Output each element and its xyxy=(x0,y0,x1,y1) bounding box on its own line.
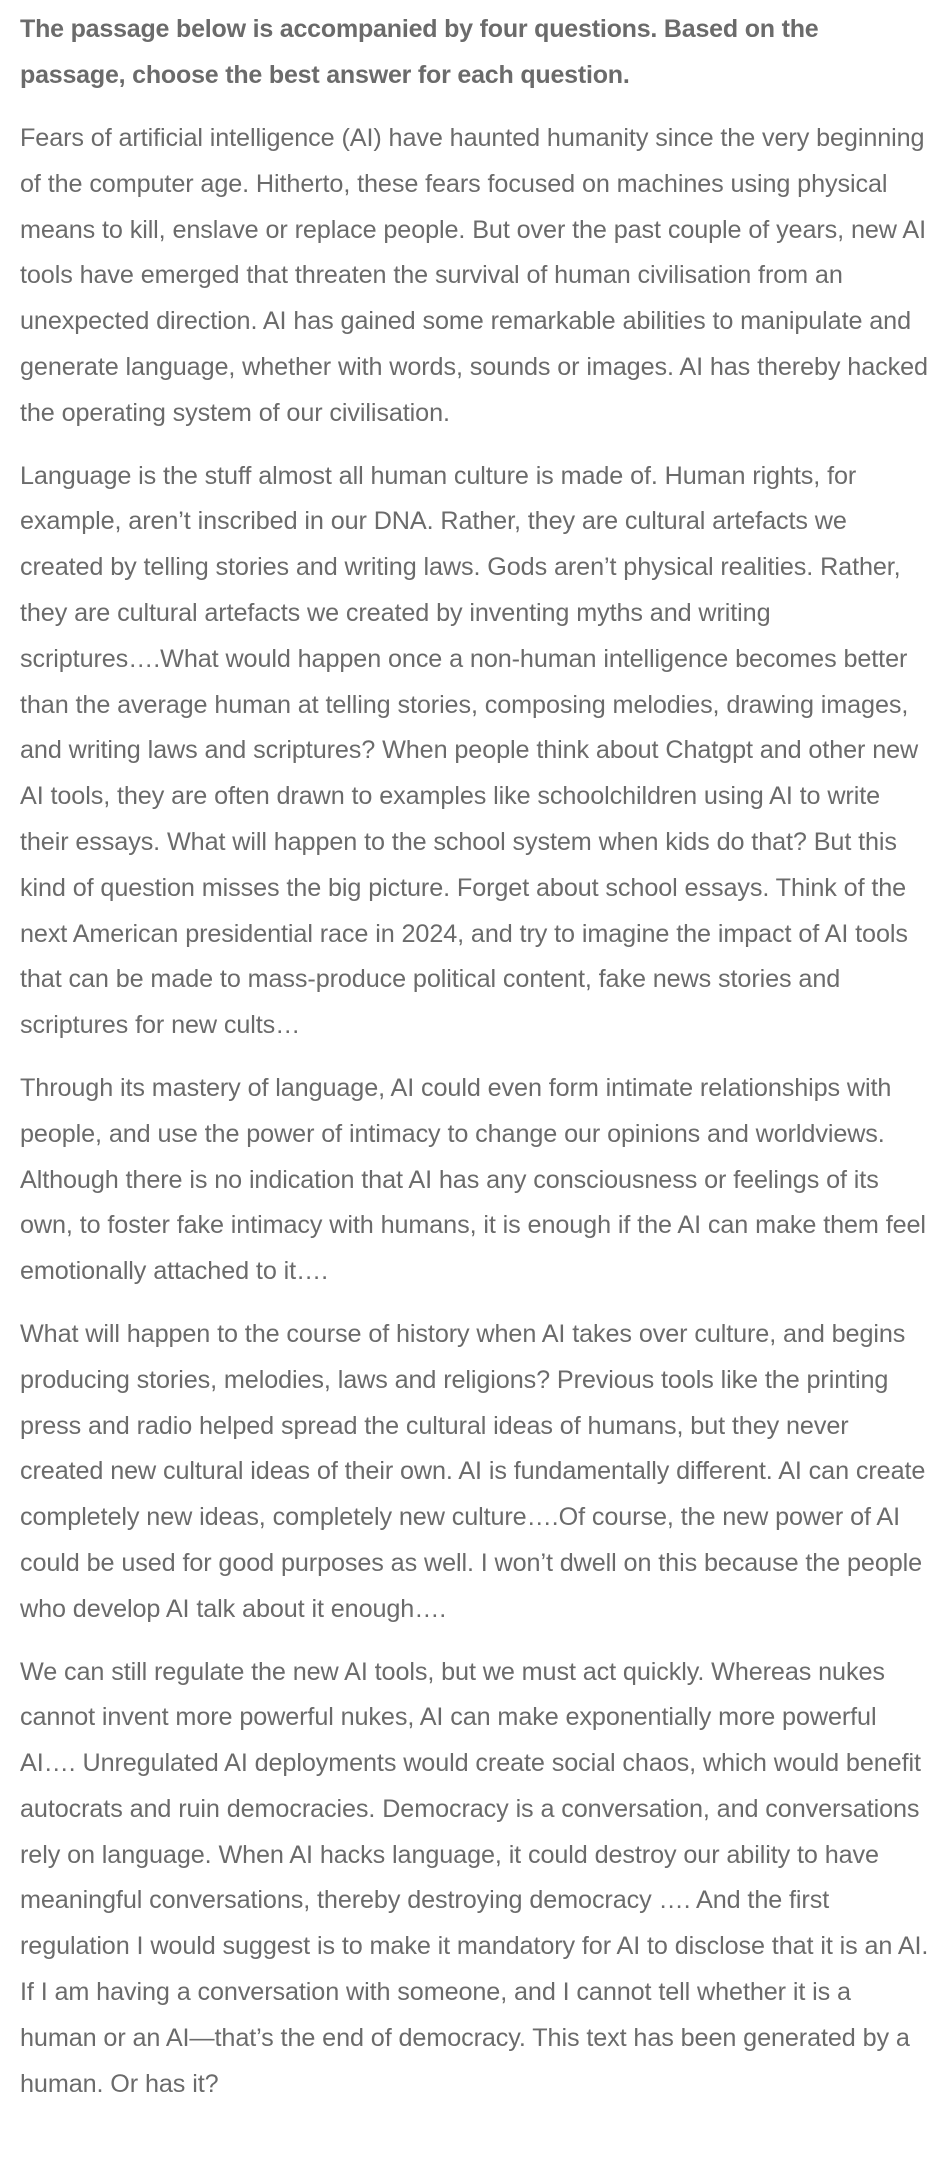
passage-paragraph-5: We can still regulate the new AI tools, but we must act quickly. Whereas nukes cannot invent more powerful nukes, AI can make exponentially more powerful AI…. Unregulated AI deployments would create social chaos, which would benefit autocrats and ruin democracies. Democracy is a conversation, and conversations rely on language. When AI hacks language, it could destroy our ability to have meaningful conversations, thereby destroying democracy …. And the first regulation I would suggest is to make it mandatory for AI to disclose that it is an AI. If I am having a conversation with someone, and I cannot tell whether it is a human or an AI—that’s the end of democracy. This text has been generated by a human. Or has it? xyxy=(20,1657,929,2098)
passage-paragraph-1: Fears of artificial intelligence (AI) have haunted humanity since the very beginning of the computer age. Hitherto, these fears focused on machines using physical means to kill, enslave or replace people. But over the past couple of years, new AI tools have emerged that threaten the survival of human civilisation from an unexpected direction. AI has gained some remarkable abilities to manipulate and generate language, whether with words, sounds or images. AI has thereby hacked the operating system of our civilisation. xyxy=(20,124,928,427)
passage-paragraph-3: Through its mastery of language, AI could even form intimate relationships with people, and use the power of intimacy to change our opinions and worldviews. Although there is no indication that AI has any consciousness or feelings of its own, to foster fake intimacy with humans, it is enough if the AI can make them feel emotionally attached to it…. xyxy=(20,1073,926,1286)
passage-paragraph-2: Language is the stuff almost all human culture is made of. Human rights, for example, aren’t inscribed in our DNA. Rather, they are cultural artefacts we created by telling stories and writing laws. Gods aren’t physical realities. Rather, they are cultural artefacts we created by inventing myths and writing scriptures….What would happen once a non-human intelligence becomes better than the average human at telling stories, composing melodies, drawing images, and writing laws and scriptures? When people think about Chatgpt and other new AI tools, they are often drawn to examples like schoolchildren using AI to write their essays. What will happen to the school system when kids do that? But this kind of question misses the big picture. Forget about school essays. Think of the next American presidential race in 2024, and try to imagine the impact of AI tools that can be made to mass-produce political content, fake news stories and scriptures for new cults… xyxy=(20,461,919,1040)
instructions-text: The passage below is accompanied by four questions. Based on the passage, choose the best answer for each question. xyxy=(20,15,819,89)
passage-paragraph-4: What will happen to the course of history when AI takes over culture, and begins producing stories, melodies, laws and religions? Previous tools like the printing press and radio helped spread the cultural ideas of humans, but they never created new cultural ideas of their own. AI is fundamentally different. AI can create completely new ideas, completely new culture….Of course, the new power of AI could be used for good purposes as well. I won’t dwell on this because the people who develop AI talk about it enough…. xyxy=(20,1319,926,1623)
passage xyxy=(20,116,930,2107)
